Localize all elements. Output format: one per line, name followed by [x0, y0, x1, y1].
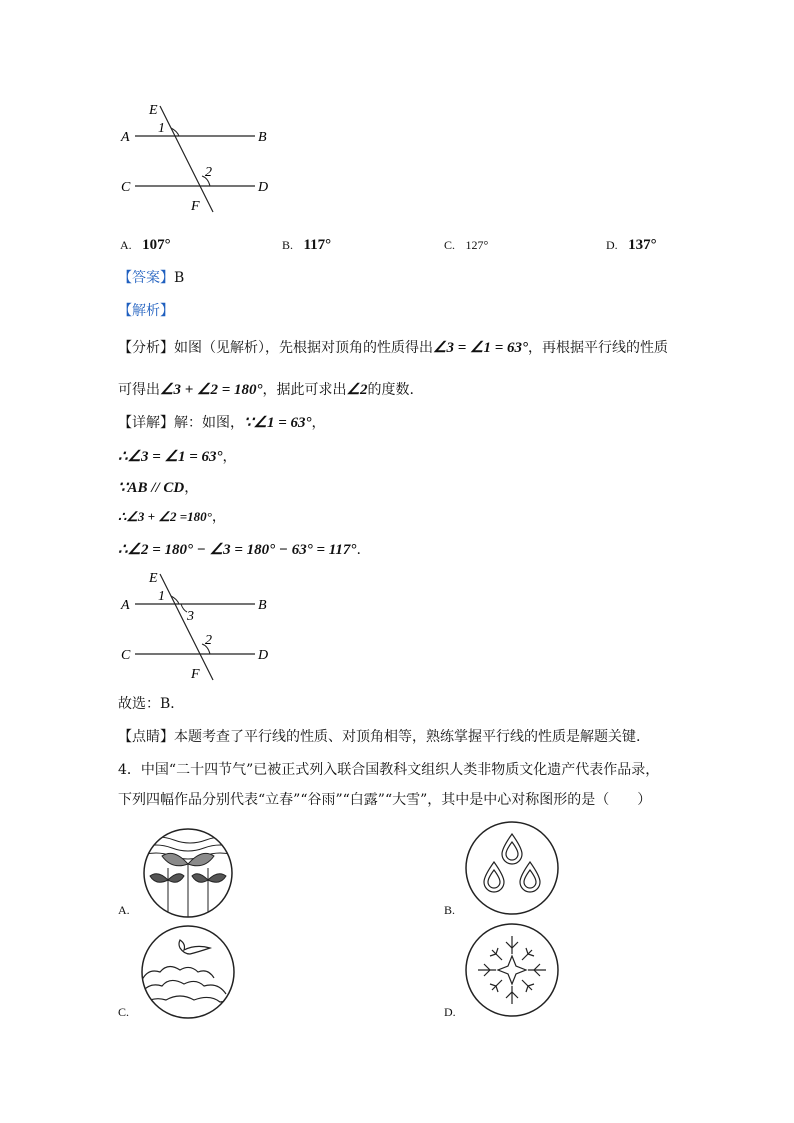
- q4-option-d-letter: D.: [444, 1005, 456, 1019]
- label-F: F: [191, 667, 200, 682]
- label-F: F: [191, 199, 200, 214]
- option-d[interactable]: [606, 235, 657, 255]
- math-expr: ∠3 + ∠2 = 180°: [160, 382, 263, 398]
- label-angle-3: 3: [187, 609, 194, 624]
- detail-step-3: ∴∠3 + ∠2 =180°，: [118, 509, 226, 525]
- math-expr: ∠2: [346, 382, 368, 398]
- fenxi-line-1: 【分析】如图（见解析），先根据对顶角的性质得出∠3 = ∠1 = 63°，再根据平行线的性质: [118, 340, 668, 356]
- option-letter: D.: [606, 238, 618, 252]
- solar-term-image-a[interactable]: [138, 828, 238, 918]
- solar-term-image-b[interactable]: [464, 820, 560, 916]
- label-D: D: [258, 180, 269, 195]
- option-value: 137°: [628, 237, 657, 253]
- option-a[interactable]: [120, 235, 171, 255]
- solar-term-image-c[interactable]: [140, 924, 236, 1020]
- dianjing-line: 【点睛】本题考查了平行线的性质、对顶角相等，熟练掌握平行线的性质是解题关键.: [118, 729, 641, 745]
- analysis-heading: 【解析】: [118, 303, 174, 319]
- label-angle-1: 1: [158, 121, 165, 136]
- option-b[interactable]: [282, 235, 331, 255]
- fenxi-label: 【分析】: [118, 340, 174, 356]
- label-C: C: [121, 648, 131, 663]
- detail-intro: 【详解】解：如图，∵∠1 = 63°，: [118, 415, 326, 431]
- option-value: 107°: [142, 237, 171, 253]
- label-angle-2: 2: [205, 165, 212, 180]
- detail-step-1: ∴∠3 = ∠1 = 63°，: [118, 449, 237, 465]
- q4-option-b-letter: B.: [444, 903, 456, 917]
- label-A: A: [121, 130, 130, 145]
- option-letter: A.: [120, 238, 132, 252]
- fenxi-line-2: 可得出∠3 + ∠2 = 180°，据此可求出∠2的度数.: [118, 382, 414, 398]
- label-E: E: [149, 103, 158, 118]
- label-E: E: [149, 571, 158, 586]
- q4-option-c-letter: C.: [118, 1005, 130, 1019]
- label-D: D: [258, 648, 269, 663]
- option-letter: C.: [444, 238, 456, 252]
- figure-parallel-lines-1: [115, 98, 280, 218]
- label-B: B: [258, 130, 267, 145]
- solar-term-image-d[interactable]: [464, 922, 560, 1018]
- q4-option-a-letter: A.: [118, 903, 130, 917]
- question-4-line-1: 4．中国“二十四节气”已被正式列入联合国教科文组织人类非物质文化遗产代表作品录，: [118, 762, 660, 778]
- question-4-line-2: 下列四幅作品分别代表“立春”“谷雨”“白露”“大雪”，其中是中心对称图形的是（ ）: [118, 792, 652, 808]
- figure-parallel-lines-2: [115, 566, 280, 686]
- answer-label: 【答案】: [118, 270, 174, 286]
- math-expr: ∠3 = ∠1 = 63°: [433, 340, 528, 356]
- dianjing-label: 【点睛】: [118, 729, 174, 745]
- option-c[interactable]: [444, 235, 488, 255]
- label-B: B: [258, 598, 267, 613]
- label-A: A: [121, 598, 130, 613]
- choose-line: 故选：B．: [118, 696, 185, 712]
- label-angle-1: 1: [158, 589, 165, 604]
- option-value: 127°: [465, 238, 489, 252]
- label-angle-2: 2: [205, 633, 212, 648]
- option-value: 117°: [303, 237, 332, 253]
- option-letter: B.: [282, 238, 294, 252]
- detail-label: 【详解】: [118, 415, 174, 431]
- detail-step-4: ∴∠2 = 180° − ∠3 = 180° − 63° = 117°.: [118, 542, 361, 558]
- answer-value: B: [174, 270, 185, 286]
- answer-line: [118, 268, 184, 288]
- label-C: C: [121, 180, 131, 195]
- detail-step-2: ∵AB // CD，: [118, 480, 199, 496]
